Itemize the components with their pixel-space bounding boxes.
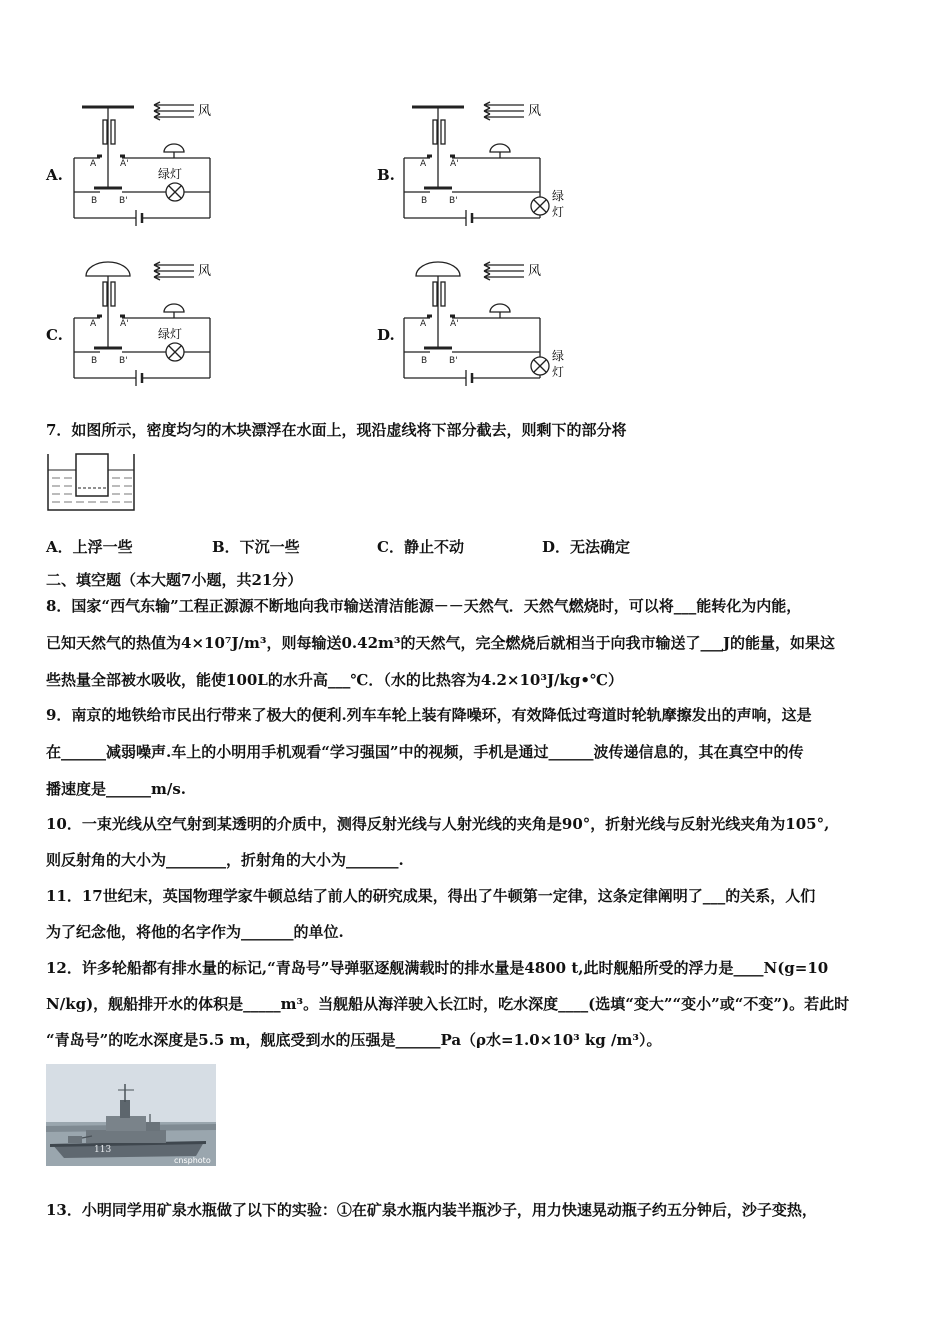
- section-heading: 二、填空题（本大题7小题，共21分）: [46, 571, 303, 589]
- option-a-label[interactable]: A.: [46, 166, 63, 184]
- q7-stem: 7．如图所示，密度均匀的木块漂浮在水面上，现沿虚线将下部分截去，则剩下的部分将: [46, 421, 627, 439]
- svg-text:B': B': [449, 356, 458, 366]
- option-c-label[interactable]: C.: [46, 326, 63, 344]
- q12-line-1: 12．许多轮船都有排水量的标记,“青岛号”导弹驱逐舰满载时的排水量是4800 t,此时舰船所受的浮力是____N(g=10: [46, 959, 829, 977]
- q11-line-1: 11．17世纪末，英国物理学家牛顿总结了前人的研究成果，得出了牛顿第一定律，这条定律阐明了___的关系，人们: [46, 887, 816, 905]
- svg-text:B: B: [421, 356, 428, 366]
- q10-line-2: 则反射角的大小为________，折射角的大小为_______.: [46, 851, 404, 869]
- floating-block-figure: [46, 452, 138, 514]
- option-b-label[interactable]: B.: [377, 166, 395, 184]
- option-d-label[interactable]: D.: [377, 326, 395, 344]
- q7-option-d[interactable]: D．无法确定: [542, 538, 631, 556]
- svg-text:B': B': [449, 196, 458, 206]
- svg-text:A': A': [120, 319, 129, 329]
- q9-line-1: 9．南京的地铁给市民出行带来了极大的便利.列车车轮上装有降噪环，有效降低过弯道时轮轨摩擦发出的声响，这是: [46, 706, 812, 724]
- svg-text:A: A: [420, 159, 427, 169]
- svg-text:风: 风: [528, 104, 542, 119]
- lamp-label: 绿灯: [158, 167, 183, 181]
- svg-text:风: 风: [528, 264, 542, 279]
- svg-text:风: 风: [198, 264, 212, 279]
- q7-option-b[interactable]: B．下沉一些: [212, 538, 300, 556]
- svg-text:绿灯: 绿灯: [158, 327, 183, 341]
- q9-line-2: 在______减弱噪声.车上的小明用手机观看“学习强国”中的视频，手机是通过______波传递信息的，其在真空中的传: [46, 743, 804, 761]
- q8-line-2: 已知天然气的热值为4×10⁷J/m³，则每输送0.42m³的天然气，完全燃烧后就相当于向我市输送了___J的能量，如果这: [46, 634, 836, 652]
- contact-label-b: B: [91, 196, 98, 206]
- q13-line-1: 13．小明同学用矿泉水瓶做了以下的实验：①在矿泉水瓶内装半瓶沙子，用力快速晃动瓶子约五分钟后，沙子变热，: [46, 1201, 817, 1219]
- svg-text:绿: 绿: [552, 349, 565, 363]
- q12-line-2: N/kg)，舰船排开水的体积是_____m³。当舰船从海洋驶入长江时，吃水深度____(选填“变大”“变小”或“不变”)。若此时: [46, 995, 850, 1013]
- svg-text:B: B: [91, 356, 98, 366]
- svg-text:B: B: [421, 196, 428, 206]
- wind-label: 风: [198, 104, 212, 119]
- svg-text:B': B': [119, 356, 128, 366]
- circuit-diagram-b: [402, 100, 572, 230]
- photo-watermark: cnsphoto: [174, 1156, 211, 1165]
- svg-text:灯: 灯: [552, 365, 565, 379]
- q12-line-3: “青岛号”的吃水深度是5.5 m，舰底受到水的压强是______Pa（ρ水=1.0×10³ kg /m³）。: [46, 1031, 662, 1049]
- q7-option-a[interactable]: A．上浮一些: [46, 538, 133, 556]
- lamp-label-bottom: 灯: [552, 205, 565, 219]
- destroyer-photo: [46, 1064, 216, 1166]
- hull-number: 113: [94, 1145, 112, 1155]
- svg-text:A: A: [420, 319, 427, 329]
- q7-option-c[interactable]: C．静止不动: [377, 538, 464, 556]
- q8-line-1: 8．国家“西气东输”工程正源源不断地向我市输送清洁能源－－天然气．天然气燃烧时，可以将___能转化为内能，: [46, 597, 802, 615]
- circuit-diagram-d: [402, 260, 572, 390]
- svg-text:A: A: [90, 319, 97, 329]
- q10-line-1: 10．一束光线从空气射到某透明的介质中，测得反射光线与人射光线的夹角是90°，折射光线与反射光线夹角为105°,: [46, 815, 830, 833]
- svg-text:A': A': [450, 159, 459, 169]
- contact-label-a2: A': [120, 159, 129, 169]
- lamp-label-top: 绿: [552, 189, 565, 203]
- circuit-diagram-c: [72, 260, 222, 390]
- contact-label-a: A: [90, 159, 97, 169]
- q9-line-3: 播速度是______m/s.: [46, 780, 187, 798]
- contact-label-b2: B': [119, 196, 128, 206]
- svg-text:A': A': [450, 319, 459, 329]
- q11-line-2: 为了纪念他，将他的名字作为_______的单位.: [46, 923, 344, 941]
- q8-line-3: 些热量全部被水吸收，能使100L的水升高___℃．（水的比热容为4.2×10³J/kg•℃）: [46, 671, 623, 689]
- circuit-diagram-a: [72, 100, 222, 230]
